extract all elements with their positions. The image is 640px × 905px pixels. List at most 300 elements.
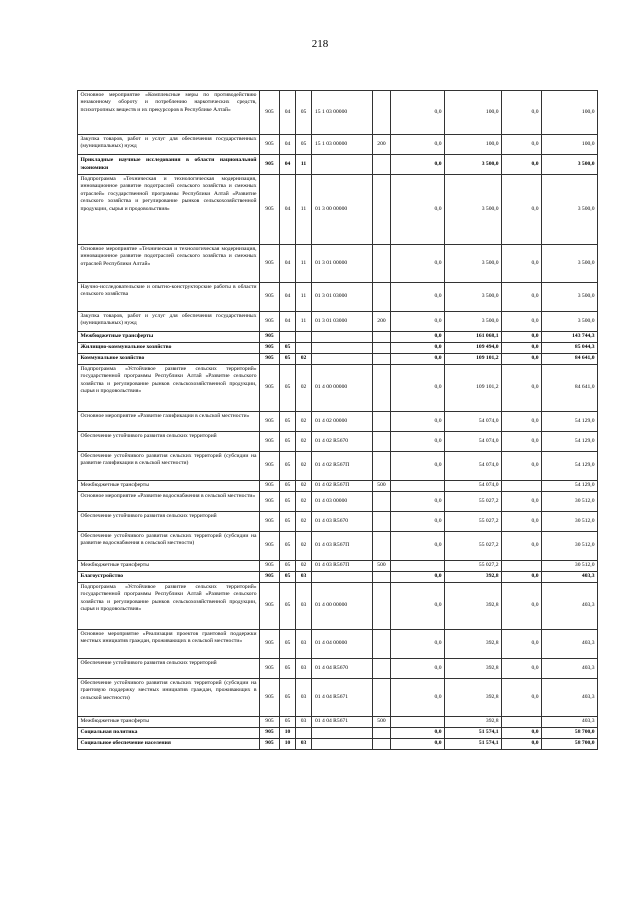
table-row: [78, 583, 598, 630]
amount-cell-1: 0,0: [391, 283, 445, 312]
table-row: [78, 412, 598, 432]
amount-cell-3: 0,0: [502, 91, 542, 135]
admin-code-cell: 905: [260, 312, 280, 332]
section-code-cell: 05: [280, 343, 296, 354]
amount-cell-2: 161 068,1: [445, 332, 502, 343]
admin-code-cell: 905: [260, 512, 280, 532]
budget-table: [77, 90, 598, 750]
target-article-cell: [312, 332, 373, 343]
amount-cell-3: 0,0: [502, 572, 542, 583]
section-code-cell: 05: [280, 659, 296, 679]
subsection-code-cell: 02: [296, 481, 312, 492]
subsection-code-cell: 02: [296, 365, 312, 412]
target-article-cell: 01 4 04 R5671: [312, 679, 373, 717]
admin-code-cell: 905: [260, 728, 280, 739]
subsection-code-cell: 05: [296, 91, 312, 135]
table-row: [78, 481, 598, 492]
amount-cell-1: 0,0: [391, 492, 445, 512]
amount-cell-3: [502, 717, 542, 728]
admin-code-cell: 905: [260, 91, 280, 135]
amount-cell-2: 54 074,0: [445, 432, 502, 452]
amount-cell-3: 0,0: [502, 659, 542, 679]
expense-type-cell: [373, 365, 391, 412]
table-row: [78, 155, 598, 175]
target-article-cell: 01 4 03 R5670: [312, 512, 373, 532]
target-article-cell: 01 4 02 R567П: [312, 452, 373, 481]
section-code-cell: 05: [280, 452, 296, 481]
target-article-cell: 01 4 03 00000: [312, 492, 373, 512]
section-code-cell: 10: [280, 728, 296, 739]
table-row: [78, 679, 598, 717]
admin-code-cell: 905: [260, 492, 280, 512]
subsection-code-cell: 02: [296, 452, 312, 481]
amount-cell-3: 0,0: [502, 354, 542, 365]
target-article-cell: 01 3 01 03000: [312, 312, 373, 332]
target-article-cell: 01 4 02 R567П: [312, 481, 373, 492]
expense-type-cell: [373, 245, 391, 283]
amount-cell-3: 0,0: [502, 583, 542, 630]
amount-cell-2: 392,8: [445, 572, 502, 583]
amount-cell-4: 58 700,0: [542, 728, 598, 739]
row-name-cell: Межбюджетные трансферты: [78, 481, 260, 492]
section-code-cell: 05: [280, 354, 296, 365]
row-name-cell: Подпрограмма «Устойчивое развитие сельских территорий» государственной программы Республики Алтай «Развитие сельского хозяйства и регулирование рынков сельскохозяйственной продукции, сырья и продовольствия»: [78, 583, 260, 630]
amount-cell-4: 84 641,0: [542, 354, 598, 365]
amount-cell-2: 55 027,2: [445, 561, 502, 572]
amount-cell-1: 0,0: [391, 532, 445, 561]
amount-cell-3: 0,0: [502, 679, 542, 717]
admin-code-cell: 905: [260, 283, 280, 312]
amount-cell-2: 54 074,0: [445, 452, 502, 481]
section-code-cell: 05: [280, 512, 296, 532]
row-name-cell: Основное мероприятие «Комплексные меры по противодействию незаконному обороту и потреблению наркотических средств, психотропных веществ и их прекурсоров в Республике Алтай»: [78, 91, 260, 135]
row-name-cell: Закупка товаров, работ и услуг для обеспечения государственных (муниципальных) нужд: [78, 135, 260, 155]
expense-type-cell: [373, 532, 391, 561]
amount-cell-4: 3 500,0: [542, 312, 598, 332]
subsection-code-cell: [296, 332, 312, 343]
subsection-code-cell: 11: [296, 312, 312, 332]
expense-type-cell: [373, 91, 391, 135]
subsection-code-cell: [296, 343, 312, 354]
admin-code-cell: 905: [260, 572, 280, 583]
amount-cell-4: 54 129,0: [542, 452, 598, 481]
row-name-cell: Межбюджетные трансферты: [78, 717, 260, 728]
subsection-code-cell: 02: [296, 532, 312, 561]
section-code-cell: 04: [280, 245, 296, 283]
subsection-code-cell: 11: [296, 283, 312, 312]
amount-cell-1: 0,0: [391, 343, 445, 354]
expense-type-cell: 500: [373, 561, 391, 572]
row-name-cell: Основное мероприятие «Развитие газификации в сельской местности»: [78, 412, 260, 432]
expense-type-cell: [373, 679, 391, 717]
table-row: [78, 630, 598, 659]
target-article-cell: 01 4 04 R5671: [312, 717, 373, 728]
amount-cell-1: 0,0: [391, 679, 445, 717]
table-row: [78, 739, 598, 750]
row-name-cell: Социальная политика: [78, 728, 260, 739]
admin-code-cell: 905: [260, 365, 280, 412]
amount-cell-3: 0,0: [502, 512, 542, 532]
expense-type-cell: 500: [373, 717, 391, 728]
amount-cell-4: 54 129,0: [542, 432, 598, 452]
target-article-cell: 01 4 03 R567П: [312, 561, 373, 572]
section-code-cell: 05: [280, 561, 296, 572]
target-article-cell: [312, 155, 373, 175]
subsection-code-cell: 02: [296, 354, 312, 365]
admin-code-cell: 905: [260, 343, 280, 354]
admin-code-cell: 905: [260, 135, 280, 155]
row-name-cell: Обеспечение устойчивого развития сельских территорий: [78, 432, 260, 452]
amount-cell-3: 0,0: [502, 432, 542, 452]
amount-cell-3: 0,0: [502, 135, 542, 155]
expense-type-cell: [373, 155, 391, 175]
section-code-cell: 05: [280, 481, 296, 492]
amount-cell-4: 403,3: [542, 659, 598, 679]
amount-cell-3: 0,0: [502, 739, 542, 750]
section-code-cell: 05: [280, 365, 296, 412]
amount-cell-2: 54 074,0: [445, 412, 502, 432]
expense-type-cell: [373, 343, 391, 354]
row-name-cell: Подпрограмма «Устойчивое развитие сельских территорий» государственной программы Республики Алтай «Развитие сельского хозяйства и регулирование рынков сельскохозяйственной продукции, сырья и продовольствия»: [78, 365, 260, 412]
admin-code-cell: 905: [260, 717, 280, 728]
target-article-cell: [312, 354, 373, 365]
subsection-code-cell: 03: [296, 630, 312, 659]
amount-cell-1: 0,0: [391, 332, 445, 343]
amount-cell-2: 3 500,0: [445, 245, 502, 283]
section-code-cell: 04: [280, 91, 296, 135]
table-row: [78, 175, 598, 245]
amount-cell-3: 0,0: [502, 452, 542, 481]
admin-code-cell: 905: [260, 155, 280, 175]
table-row: [78, 532, 598, 561]
expense-type-cell: [373, 512, 391, 532]
subsection-code-cell: [296, 728, 312, 739]
amount-cell-2: 392,8: [445, 583, 502, 630]
amount-cell-1: 0,0: [391, 245, 445, 283]
amount-cell-1: 0,0: [391, 630, 445, 659]
row-name-cell: Межбюджетные трансферты: [78, 332, 260, 343]
subsection-code-cell: 02: [296, 512, 312, 532]
amount-cell-3: 0,0: [502, 728, 542, 739]
amount-cell-3: [502, 561, 542, 572]
amount-cell-4: 100,0: [542, 91, 598, 135]
expense-type-cell: [373, 332, 391, 343]
amount-cell-1: 0,0: [391, 432, 445, 452]
amount-cell-4: 3 500,0: [542, 175, 598, 245]
table-row: [78, 312, 598, 332]
target-article-cell: 01 4 03 R567П: [312, 532, 373, 561]
expense-type-cell: [373, 659, 391, 679]
section-code-cell: 05: [280, 572, 296, 583]
expense-type-cell: [373, 283, 391, 312]
page-number: 218: [311, 38, 329, 50]
amount-cell-1: 0,0: [391, 512, 445, 532]
section-code-cell: 04: [280, 283, 296, 312]
admin-code-cell: 905: [260, 175, 280, 245]
amount-cell-4: 30 512,0: [542, 492, 598, 512]
amount-cell-4: 403,3: [542, 630, 598, 659]
amount-cell-2: 55 027,2: [445, 492, 502, 512]
row-name-cell: Основное мероприятие «Развитие водоснабжения в сельской местности»: [78, 492, 260, 512]
subsection-code-cell: 03: [296, 659, 312, 679]
table-row: [78, 332, 598, 343]
amount-cell-1: 0,0: [391, 175, 445, 245]
admin-code-cell: 905: [260, 432, 280, 452]
amount-cell-2: 51 574,1: [445, 728, 502, 739]
budget-table-body: [78, 91, 598, 750]
amount-cell-2: 3 500,0: [445, 283, 502, 312]
amount-cell-3: 0,0: [502, 365, 542, 412]
expense-type-cell: [373, 572, 391, 583]
amount-cell-4: 403,3: [542, 717, 598, 728]
subsection-code-cell: 02: [296, 412, 312, 432]
amount-cell-1: [391, 717, 445, 728]
table-row: [78, 365, 598, 412]
amount-cell-1: 0,0: [391, 452, 445, 481]
expense-type-cell: [373, 728, 391, 739]
section-code-cell: 10: [280, 739, 296, 750]
amount-cell-2: 109 494,0: [445, 343, 502, 354]
amount-cell-4: 403,3: [542, 679, 598, 717]
expense-type-cell: [373, 630, 391, 659]
target-article-cell: 01 4 02 00000: [312, 412, 373, 432]
expense-type-cell: [373, 432, 391, 452]
admin-code-cell: 905: [260, 630, 280, 659]
amount-cell-4: 403,3: [542, 572, 598, 583]
admin-code-cell: 905: [260, 452, 280, 481]
target-article-cell: 01 4 02 R5670: [312, 432, 373, 452]
section-code-cell: 04: [280, 175, 296, 245]
row-name-cell: Научно-исследовательские и опытно-конструкторские работы в области сельского хозяйства: [78, 283, 260, 312]
table-row: [78, 452, 598, 481]
target-article-cell: 01 4 04 00000: [312, 630, 373, 659]
amount-cell-1: 0,0: [391, 312, 445, 332]
target-article-cell: 01 3 00 00000: [312, 175, 373, 245]
table-row: [78, 717, 598, 728]
amount-cell-4: 3 500,0: [542, 155, 598, 175]
amount-cell-4: 54 129,0: [542, 412, 598, 432]
expense-type-cell: [373, 412, 391, 432]
subsection-code-cell: 03: [296, 717, 312, 728]
amount-cell-2: 3 500,0: [445, 312, 502, 332]
amount-cell-2: 55 027,2: [445, 532, 502, 561]
section-code-cell: 05: [280, 532, 296, 561]
subsection-code-cell: 03: [296, 679, 312, 717]
amount-cell-1: 0,0: [391, 583, 445, 630]
table-row: [78, 492, 598, 512]
row-name-cell: Обеспечение устойчивого развития сельских территорий: [78, 512, 260, 532]
amount-cell-4: 85 044,3: [542, 343, 598, 354]
table-row: [78, 354, 598, 365]
table-row: [78, 91, 598, 135]
section-code-cell: 05: [280, 432, 296, 452]
amount-cell-2: 100,0: [445, 135, 502, 155]
row-name-cell: Обеспечение устойчивого развития сельских территорий (субсидии на грантовую поддержку местных инициатив граждан, проживающих в сельской местности): [78, 679, 260, 717]
amount-cell-4: 403,3: [542, 583, 598, 630]
subsection-code-cell: 03: [296, 583, 312, 630]
amount-cell-2: 100,0: [445, 91, 502, 135]
expense-type-cell: [373, 452, 391, 481]
row-name-cell: Основное мероприятие «Реализация проектов грантовой поддержки местных инициатив граждан, проживающих в сельской местности»: [78, 630, 260, 659]
amount-cell-1: 0,0: [391, 365, 445, 412]
amount-cell-3: 0,0: [502, 155, 542, 175]
expense-type-cell: 200: [373, 312, 391, 332]
section-code-cell: 05: [280, 583, 296, 630]
amount-cell-4: 143 744,3: [542, 332, 598, 343]
target-article-cell: 01 3 01 00000: [312, 245, 373, 283]
target-article-cell: [312, 728, 373, 739]
subsection-code-cell: 11: [296, 245, 312, 283]
row-name-cell: Основное мероприятие «Техническая и технологическая модернизация, инновационное развитие подотраслей сельского хозяйства и смежных отраслей Республики Алтай»: [78, 245, 260, 283]
amount-cell-4: 3 500,0: [542, 283, 598, 312]
admin-code-cell: 905: [260, 659, 280, 679]
target-article-cell: [312, 739, 373, 750]
amount-cell-1: 0,0: [391, 155, 445, 175]
admin-code-cell: 905: [260, 412, 280, 432]
admin-code-cell: 905: [260, 481, 280, 492]
amount-cell-3: 0,0: [502, 492, 542, 512]
expense-type-cell: [373, 583, 391, 630]
amount-cell-1: 0,0: [391, 412, 445, 432]
row-name-cell: Социальное обеспечение населения: [78, 739, 260, 750]
section-code-cell: 05: [280, 679, 296, 717]
amount-cell-4: 30 512,0: [542, 532, 598, 561]
subsection-code-cell: 11: [296, 155, 312, 175]
amount-cell-3: 0,0: [502, 283, 542, 312]
table-row: [78, 283, 598, 312]
row-name-cell: Закупка товаров, работ и услуг для обеспечения государственных (муниципальных) нужд: [78, 312, 260, 332]
amount-cell-1: 0,0: [391, 572, 445, 583]
amount-cell-4: 30 512,0: [542, 512, 598, 532]
amount-cell-3: 0,0: [502, 175, 542, 245]
amount-cell-3: 0,0: [502, 312, 542, 332]
amount-cell-2: 109 101,2: [445, 365, 502, 412]
admin-code-cell: 905: [260, 739, 280, 750]
subsection-code-cell: 11: [296, 175, 312, 245]
admin-code-cell: 905: [260, 354, 280, 365]
amount-cell-2: 392,8: [445, 717, 502, 728]
amount-cell-1: 0,0: [391, 728, 445, 739]
expense-type-cell: 200: [373, 135, 391, 155]
amount-cell-2: 51 574,1: [445, 739, 502, 750]
amount-cell-2: 54 074,0: [445, 481, 502, 492]
section-code-cell: 04: [280, 312, 296, 332]
amount-cell-3: 0,0: [502, 532, 542, 561]
section-code-cell: 04: [280, 135, 296, 155]
amount-cell-3: 0,0: [502, 412, 542, 432]
amount-cell-1: [391, 481, 445, 492]
table-row: [78, 561, 598, 572]
row-name-cell: Обеспечение устойчивого развития сельских территорий (субсидии на развитие водоснабжения в сельской местности): [78, 532, 260, 561]
table-row: [78, 572, 598, 583]
amount-cell-4: 3 500,0: [542, 245, 598, 283]
row-name-cell: Жилищно-коммунальное хозяйство: [78, 343, 260, 354]
admin-code-cell: 905: [260, 583, 280, 630]
admin-code-cell: 905: [260, 532, 280, 561]
target-article-cell: 01 4 04 R5670: [312, 659, 373, 679]
amount-cell-1: [391, 561, 445, 572]
amount-cell-3: 0,0: [502, 245, 542, 283]
row-name-cell: Прикладные научные исследования в области национальной экономики: [78, 155, 260, 175]
amount-cell-2: 109 101,2: [445, 354, 502, 365]
expense-type-cell: [373, 175, 391, 245]
amount-cell-1: 0,0: [391, 91, 445, 135]
amount-cell-4: 54 129,0: [542, 481, 598, 492]
admin-code-cell: 905: [260, 561, 280, 572]
section-code-cell: 05: [280, 717, 296, 728]
expense-type-cell: [373, 739, 391, 750]
row-name-cell: Благоустройство: [78, 572, 260, 583]
table-row: [78, 659, 598, 679]
amount-cell-2: 3 500,0: [445, 175, 502, 245]
amount-cell-2: 55 027,2: [445, 512, 502, 532]
admin-code-cell: 905: [260, 245, 280, 283]
row-name-cell: Межбюджетные трансферты: [78, 561, 260, 572]
target-article-cell: [312, 343, 373, 354]
row-name-cell: Обеспечение устойчивого развития сельских территорий: [78, 659, 260, 679]
table-row: [78, 432, 598, 452]
target-article-cell: 01 4 00 00000: [312, 583, 373, 630]
subsection-code-cell: 02: [296, 432, 312, 452]
table-row: [78, 512, 598, 532]
section-code-cell: [280, 332, 296, 343]
admin-code-cell: 905: [260, 332, 280, 343]
amount-cell-3: 0,0: [502, 630, 542, 659]
amount-cell-1: 0,0: [391, 354, 445, 365]
amount-cell-3: 0,0: [502, 332, 542, 343]
amount-cell-1: 0,0: [391, 739, 445, 750]
amount-cell-4: 30 512,0: [542, 561, 598, 572]
table-row: [78, 135, 598, 155]
row-name-cell: Коммунальное хозяйство: [78, 354, 260, 365]
amount-cell-1: 0,0: [391, 135, 445, 155]
amount-cell-3: 0,0: [502, 343, 542, 354]
target-article-cell: 15 1 03 00000: [312, 135, 373, 155]
subsection-code-cell: 05: [296, 135, 312, 155]
row-name-cell: Обеспечение устойчивого развития сельских территорий (субсидии на развитие газификации в сельской местности): [78, 452, 260, 481]
subsection-code-cell: 03: [296, 572, 312, 583]
table-row: [78, 728, 598, 739]
amount-cell-2: 392,8: [445, 679, 502, 717]
target-article-cell: 15 1 03 00000: [312, 91, 373, 135]
section-code-cell: 05: [280, 492, 296, 512]
expense-type-cell: [373, 492, 391, 512]
expense-type-cell: 500: [373, 481, 391, 492]
subsection-code-cell: 02: [296, 561, 312, 572]
amount-cell-3: [502, 481, 542, 492]
amount-cell-4: 84 641,0: [542, 365, 598, 412]
target-article-cell: 01 4 00 00000: [312, 365, 373, 412]
target-article-cell: 01 3 01 03000: [312, 283, 373, 312]
amount-cell-4: 58 700,0: [542, 739, 598, 750]
expense-type-cell: [373, 354, 391, 365]
section-code-cell: 04: [280, 155, 296, 175]
table-row: [78, 343, 598, 354]
amount-cell-2: 392,8: [445, 659, 502, 679]
amount-cell-4: 100,0: [542, 135, 598, 155]
amount-cell-2: 392,8: [445, 630, 502, 659]
table-row: [78, 245, 598, 283]
subsection-code-cell: 02: [296, 492, 312, 512]
section-code-cell: 05: [280, 630, 296, 659]
section-code-cell: 05: [280, 412, 296, 432]
amount-cell-2: 3 500,0: [445, 155, 502, 175]
admin-code-cell: 905: [260, 679, 280, 717]
amount-cell-1: 0,0: [391, 659, 445, 679]
row-name-cell: Подпрограмма «Техническая и технологическая модернизация, инновационное развитие подотраслей сельского хозяйства и смежных отраслей» государственной программы Республики Алтай «Развитие сельского хозяйства и регулирование рынков сельскохозяйственной продукции, сырья и продовольствия»: [78, 175, 260, 245]
subsection-code-cell: 03: [296, 739, 312, 750]
target-article-cell: [312, 572, 373, 583]
